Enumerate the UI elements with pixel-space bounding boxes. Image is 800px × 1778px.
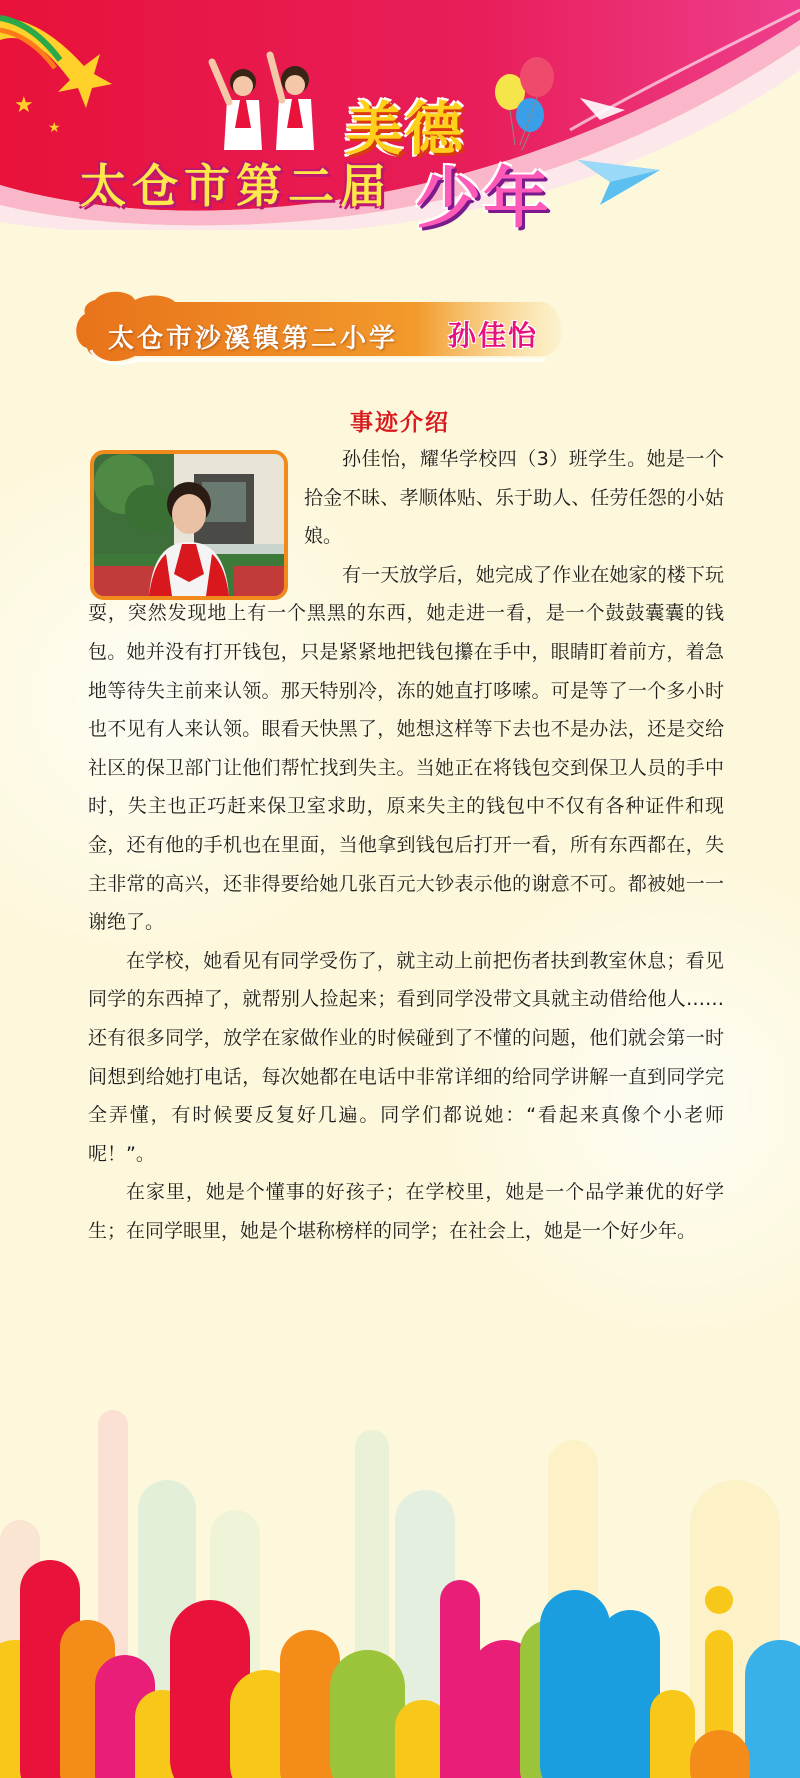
paragraph: 有一天放学后，她完成了作业在她家的楼下玩耍，突然发现地上有一个黑黑的东西，她走进一看，是一个鼓鼓囊囊的钱包。她并没有打开钱包，只是紧紧地把钱包攥在手中，眼睛盯着前方，着急地等待失主前来认领。那天特别冷，冻的她直打哆嗦。可是等了一个多小时也不见有人来认领。眼看天快黑了，她想这样等下去也不是办法，还是交给社区的保卫部门让他们帮忙找到失主。当她正在将钱包交到保卫人员的手中时，失主也正巧赶来保卫室求助，原来失主的钱包中不仅有各种证件和现金，还有他的手机也在里面，当他拿到钱包后打开一看，所有东西都在，失主非常的高兴，还非得要给她几张百元大钞表示他的谢意不可。都被她一一谢绝了。 [88, 563, 724, 934]
section-heading: 事迹介绍 [350, 410, 450, 436]
title-accent-meide: 美德 [345, 95, 466, 163]
paragraph: 在家里，她是个懂事的好孩子；在学校里，她是一个品学兼优的好学生；在同学眼里，她是个堪称榜样的同学；在社会上，她是一个好少年。 [88, 1181, 724, 1242]
story-body [88, 440, 724, 1250]
svg-text:★: ★ [14, 93, 34, 118]
paragraph: 孙佳怡，耀华学校四（3）班学生。她是一个拾金不昧、孝顺体贴、乐于助人、任劳任怨的小姑娘。 [304, 448, 724, 548]
event-title: 太仓市第二届 [80, 159, 392, 213]
student-name: 孙佳怡 [448, 319, 539, 352]
title-accent-shaonian: 少年 [415, 160, 551, 237]
svg-text:★: ★ [48, 120, 61, 136]
footer-decoration [0, 1400, 800, 1778]
paragraph: 在学校，她看见有同学受伤了，就主动上前把伤者扶到教室休息；看见同学的东西掉了，就帮别人捡起来；看到同学没带文具就主动借给他人……还有很多同学，放学在家做作业的时候碰到了不懂的问题，他们就会第一时间想到给她打电话，每次她都在电话中非常详细的给同学讲解一直到同学完全弄懂，有时候要反复好几遍。同学们都说她：“看起来真像个小老师呢！”。 [88, 949, 724, 1165]
school-name: 太仓市沙溪镇第二小学 [108, 324, 399, 354]
